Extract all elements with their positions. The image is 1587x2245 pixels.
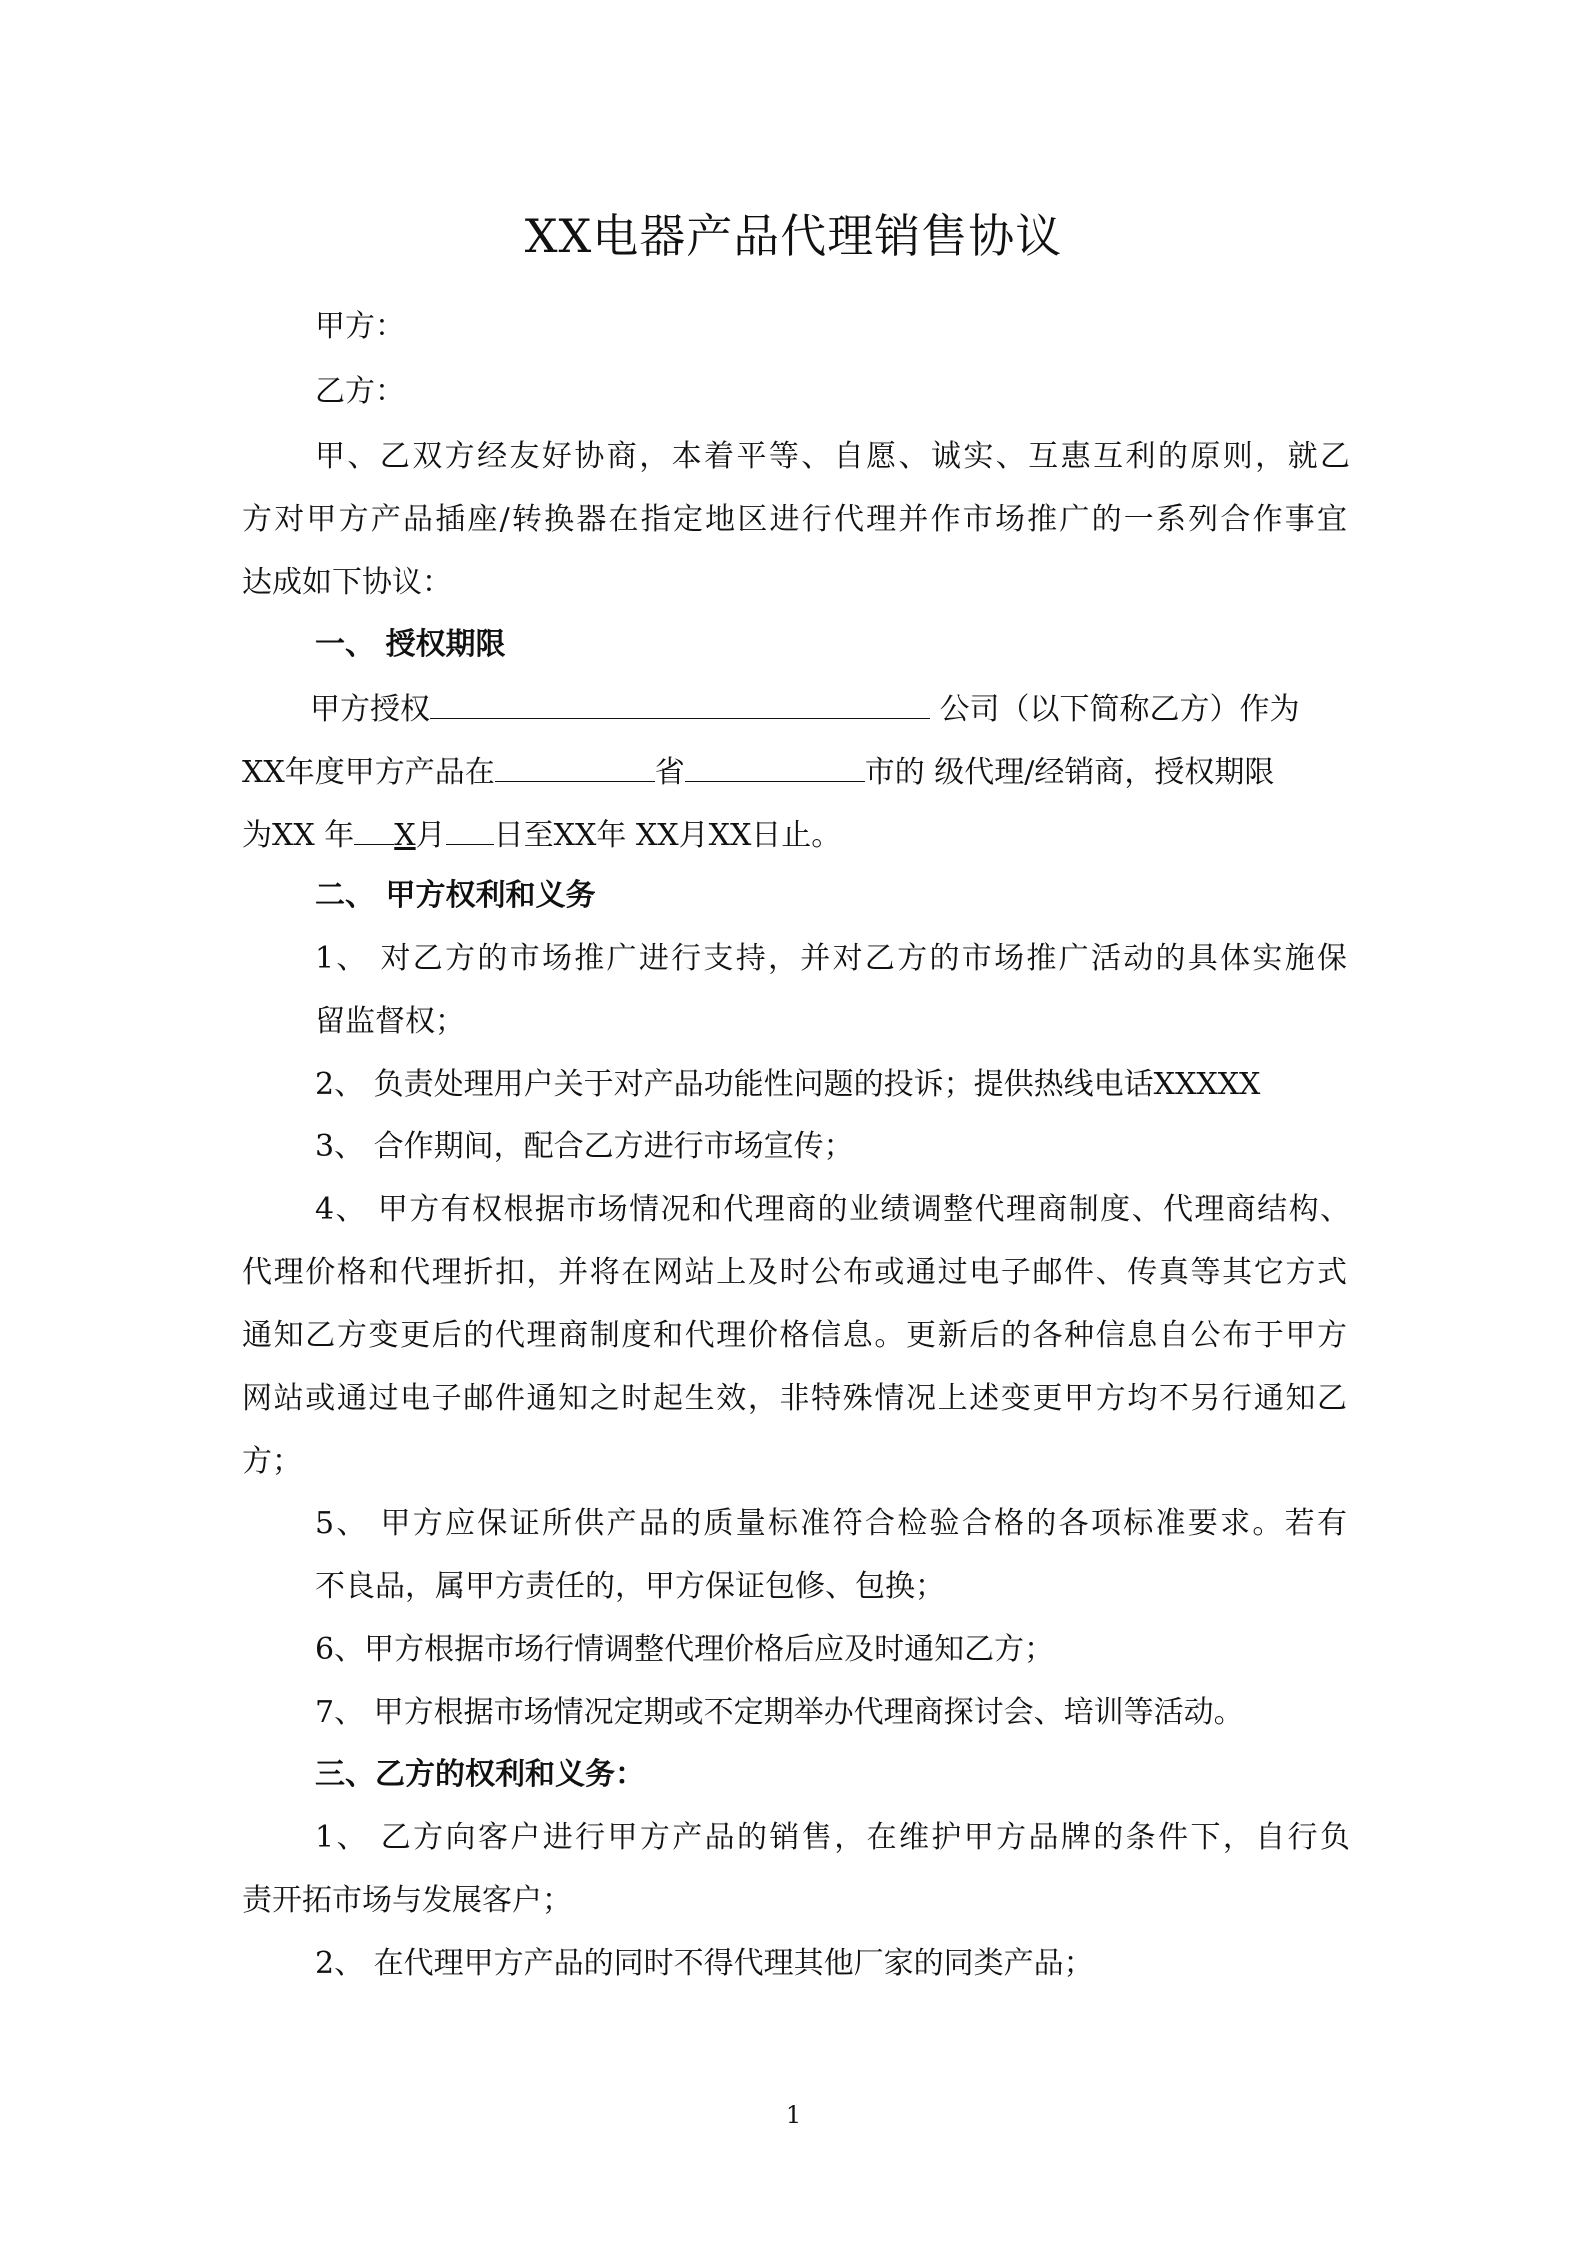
party-a-label: 甲方： bbox=[315, 309, 405, 344]
section-2-heading: 二、 甲方权利和义务 bbox=[315, 878, 596, 913]
section-2-item-5-line-2: 不良品，属甲方责任的，甲方保证包修、包换； bbox=[315, 1569, 945, 1604]
section-2-item-5-line-1: 5、 甲方应保证所供产品的质量标准符合检验合格的各项标准要求。若有 bbox=[315, 1506, 1347, 1541]
section-1-line-3: 为XX 年 X月 日至XX年 XX月XX日止。 bbox=[242, 814, 841, 856]
section-2-item-2: 2、 负责处理用户关于对产品功能性问题的投诉；提供热线电话XXXXX bbox=[315, 1067, 1261, 1102]
company-blank bbox=[430, 688, 930, 719]
section-1-heading: 一、 授权期限 bbox=[315, 627, 506, 662]
section-2-item-4-line-3: 通知乙方变更后的代理商制度和代理价格信息。更新后的各种信息自公布于甲方 bbox=[242, 1318, 1347, 1353]
document-title: XX电器产品代理销售协议 bbox=[524, 209, 1063, 263]
section-2-item-7: 7、 甲方根据市场情况定期或不定期举办代理商探讨会、培训等活动。 bbox=[315, 1695, 1244, 1730]
intro-line-1: 甲、乙双方经友好协商，本着平等、自愿、诚实、互惠互利的原则，就乙 bbox=[315, 439, 1350, 474]
province-blank bbox=[495, 751, 655, 782]
intro-line-2: 方对甲方产品插座/转换器在指定地区进行代理并作市场推广的一系列合作事宜 bbox=[242, 502, 1347, 537]
section-2-item-1-line-2: 留监督权； bbox=[315, 1004, 465, 1039]
intro-line-3: 达成如下协议： bbox=[242, 565, 452, 600]
section-3-item-1-line-1: 1、 乙方向客户进行甲方产品的销售，在维护甲方品牌的条件下，自行负 bbox=[315, 1820, 1350, 1855]
section-2-item-4-line-5: 方； bbox=[242, 1444, 302, 1479]
party-b-label: 乙方： bbox=[315, 374, 405, 409]
section-2-item-4-line-2: 代理价格和代理折扣，并将在网站上及时公布或通过电子邮件、传真等其它方式 bbox=[242, 1255, 1347, 1290]
section-2-item-6: 6、甲方根据市场行情调整代理价格后应及时通知乙方； bbox=[315, 1632, 1055, 1667]
section-2-item-4-line-4: 网站或通过电子邮件通知之时起生效，非特殊情况上述变更甲方均不另行通知乙 bbox=[242, 1381, 1347, 1416]
section-2-item-4-line-1: 4、 甲方有权根据市场情况和代理商的业绩调整代理商制度、代理商结构、 bbox=[315, 1192, 1350, 1227]
section-1-line-2: XX年度甲方产品在 省 市的 级代理/经销商，授权期限 bbox=[242, 751, 1274, 793]
section-2-item-3: 3、 合作期间，配合乙方进行市场宣传； bbox=[315, 1129, 854, 1164]
section-3-item-2: 2、 在代理甲方产品的同时不得代理其他厂家的同类产品； bbox=[315, 1946, 1094, 1981]
section-2-item-1-line-1: 1、 对乙方的市场推广进行支持，并对乙方的市场推广活动的具体实施保 bbox=[315, 941, 1347, 976]
section-3-heading: 三、乙方的权利和义务： bbox=[315, 1757, 645, 1792]
section-1-line-1: 甲方授权 公司（以下简称乙方）作为 bbox=[310, 688, 1300, 730]
section-3-item-1-line-2: 责开拓市场与发展客户； bbox=[242, 1883, 572, 1918]
city-blank bbox=[685, 751, 865, 782]
page-number: 1 bbox=[785, 2101, 802, 2129]
